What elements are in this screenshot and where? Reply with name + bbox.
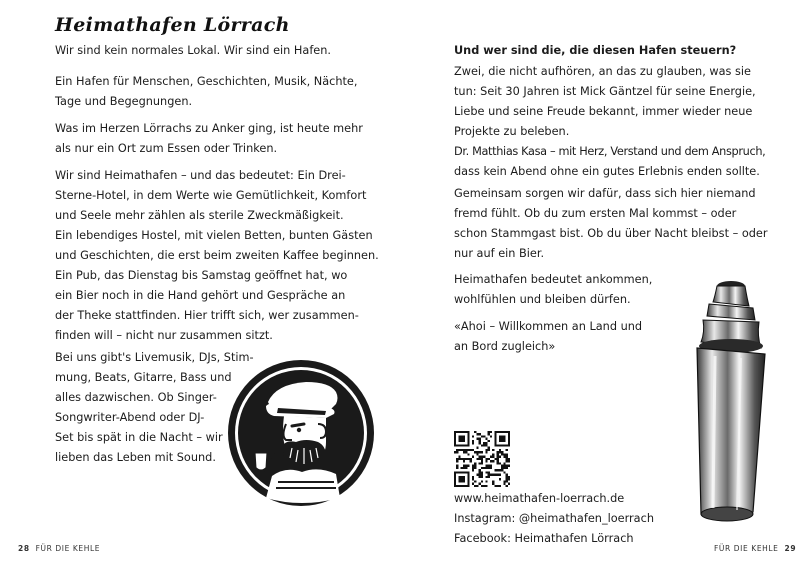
text-line: und Seele mehr zählen als sterile Zweckmäßigkeit. bbox=[55, 209, 344, 222]
text-line: Ein Hafen für Menschen, Geschichten, Musik, Nächte, bbox=[55, 75, 358, 88]
text-line: Tage und Begegnungen. bbox=[55, 95, 193, 108]
text-line: Sterne-Hotel, in dem Werte wie Gemütlichkeit, Komfort bbox=[55, 189, 367, 202]
text-line: schon Stammgast bist. Ob du über Nacht bleibst – oder bbox=[454, 227, 768, 240]
page-title: Heimathafen Lörrach bbox=[55, 14, 290, 36]
section-label: FÜR DIE KEHLE bbox=[35, 544, 101, 553]
website-link[interactable]: www.heimathafen-loerrach.de bbox=[454, 492, 625, 505]
qr-code-icon[interactable] bbox=[454, 431, 510, 487]
text-line: Wir sind Heimathafen – und das bedeutet: Ein Drei- bbox=[55, 169, 346, 182]
text-line: Ein Pub, das Dienstag bis Samstag geöffnet hat, wo bbox=[55, 269, 348, 282]
text-line: nur auf ein Bier. bbox=[454, 247, 545, 260]
text-line: Set bis spät in die Nacht – wir bbox=[55, 431, 223, 444]
sailor-emblem-icon bbox=[226, 358, 376, 508]
text-line: finden will – nicht nur zusammen sitzt. bbox=[55, 329, 273, 342]
text-line: Liebe und seine Freude bekannt, immer wieder neue bbox=[454, 105, 753, 118]
text-line: als nur ein Ort zum Essen oder Trinken. bbox=[55, 142, 278, 155]
intro-paragraph bbox=[55, 41, 331, 61]
music-paragraph bbox=[55, 348, 254, 468]
text-line: ein Bier noch in die Hand gehört und Gespräche an bbox=[55, 289, 346, 302]
text-line: Bei uns gibt's Livemusik, DJs, Stim- bbox=[55, 351, 254, 364]
cocktail-shaker-icon bbox=[651, 276, 776, 528]
concept-paragraph bbox=[55, 166, 379, 346]
facebook-page[interactable]: Facebook: Heimathafen Lörrach bbox=[454, 532, 634, 545]
page-number-left bbox=[18, 544, 100, 553]
text-line: an Bord zugleich» bbox=[454, 340, 556, 353]
page-number: 28 bbox=[18, 544, 30, 553]
harbor-paragraph bbox=[55, 72, 357, 112]
instagram-handle[interactable]: Instagram: @heimathafen_loerrach bbox=[454, 512, 654, 525]
text-line: der Theke stattfinden. Hier trifft sich, wer zusammen- bbox=[55, 309, 359, 322]
section-heading: Und wer sind die, die diesen Hafen steuern? bbox=[454, 44, 737, 57]
page-number-right bbox=[714, 544, 796, 553]
meaning-paragraph bbox=[454, 270, 652, 310]
founders-paragraph bbox=[454, 62, 765, 182]
heart-paragraph bbox=[55, 119, 363, 159]
text-line: «Ahoi – Willkommen an Land und bbox=[454, 320, 643, 333]
text-line: und Geschichten, die erst beim zweiten Kaffee beginnen. bbox=[55, 249, 379, 262]
text-line: Gemeinsam sorgen wir dafür, dass sich hier niemand bbox=[454, 187, 756, 200]
page-number: 29 bbox=[784, 544, 797, 553]
text-line: wohlfühlen und bleiben dürfen. bbox=[454, 293, 631, 306]
text-line: fremd fühlt. Ob du zum ersten Mal kommst – oder bbox=[454, 207, 737, 220]
text-line: Ein lebendiges Hostel, mit vielen Betten, bunten Gästen bbox=[55, 229, 373, 242]
text-line: alles dazwischen. Ob Singer- bbox=[55, 391, 217, 404]
section-label: FÜR DIE KEHLE bbox=[714, 544, 779, 553]
text-line: Wir sind kein normales Lokal. Wir sind ein Hafen. bbox=[55, 44, 332, 57]
text-line: lieben das Leben mit Sound. bbox=[55, 451, 216, 464]
together-paragraph bbox=[454, 184, 768, 264]
text-line: Was im Herzen Lörrachs zu Anker ging, ist heute mehr bbox=[55, 122, 363, 135]
text-line: mung, Beats, Gitarre, Bass und bbox=[55, 371, 232, 384]
contact-block bbox=[454, 489, 654, 549]
text-line: Dr. Matthias Kasa – mit Herz, Verstand und dem Anspruch, bbox=[454, 145, 766, 158]
text-line: Zwei, die nicht aufhören, an das zu glauben, was sie bbox=[454, 65, 752, 78]
text-line: Heimathafen bedeutet ankommen, bbox=[454, 273, 653, 286]
text-line: dass kein Abend ohne ein gutes Erlebnis enden sollte. bbox=[454, 165, 760, 178]
text-line: Projekte zu beleben. bbox=[454, 125, 570, 138]
text-line: Songwriter-Abend oder DJ- bbox=[55, 411, 205, 424]
quote-paragraph bbox=[454, 317, 642, 357]
text-line: tun: Seit 30 Jahren ist Mick Gäntzel für seine Energie, bbox=[454, 85, 756, 98]
